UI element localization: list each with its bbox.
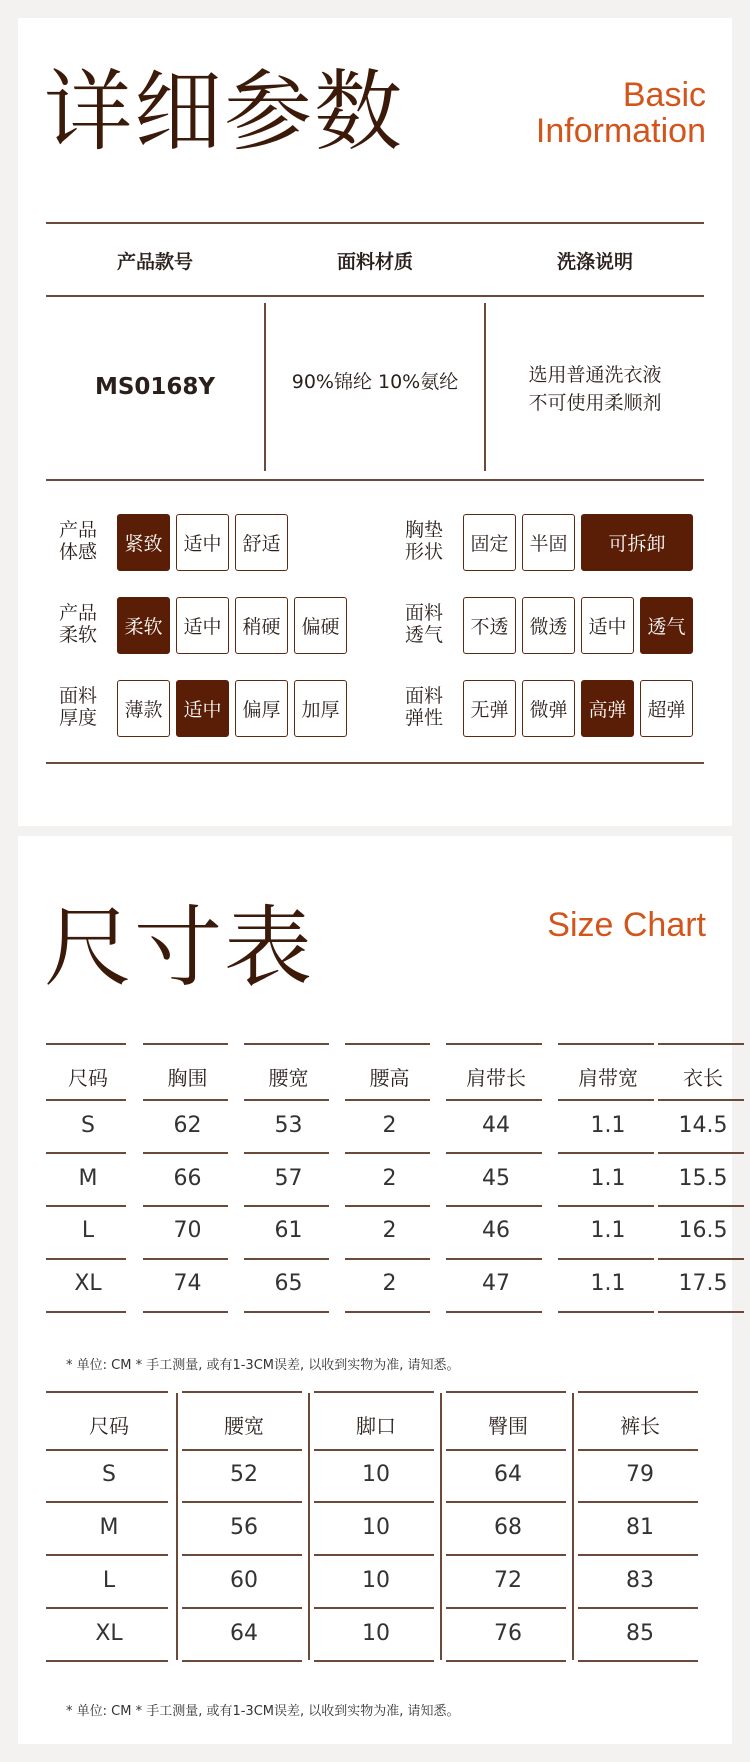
table-row-line [345, 1205, 430, 1207]
table-row-line [46, 1660, 168, 1662]
table-row-line [578, 1554, 698, 1556]
table-row-line [558, 1258, 654, 1260]
option-chip: 固定 [463, 514, 516, 571]
option-chip: 适中 [176, 680, 229, 737]
table-cell: 2 [382, 1113, 397, 1138]
table-row-line [446, 1205, 542, 1207]
table-cell: L [81, 1218, 95, 1243]
option-chip: 适中 [176, 597, 229, 654]
attribute-label-line1: 胸垫 [404, 519, 443, 541]
table-top-line [314, 1391, 434, 1393]
table-cell: 10 [362, 1515, 390, 1540]
table-row-line [46, 1311, 126, 1313]
table-cell: 47 [482, 1271, 510, 1296]
table-cell: 2 [382, 1271, 397, 1296]
column-header: 腰高 [369, 1066, 410, 1090]
table-row-line [658, 1205, 744, 1207]
table-cell: 66 [173, 1166, 202, 1191]
table-row-line [46, 1607, 168, 1609]
option-chip: 微弹 [522, 680, 575, 737]
table-row-line [345, 1152, 430, 1154]
table-cell: 68 [494, 1515, 522, 1540]
table-row-line [446, 1501, 566, 1503]
table-row-line [658, 1311, 744, 1313]
table-cell: 2 [382, 1218, 397, 1243]
top-table-note: * 单位: CM * 手工测量, 或有1-3CM误差, 以收到实物为准, 请知悉。 [66, 1358, 460, 1373]
table-row-line [244, 1099, 329, 1101]
column-header: 胸围 [167, 1066, 208, 1090]
table-cell: 79 [626, 1462, 654, 1487]
table-cell: 64 [494, 1462, 522, 1487]
table-row-line [46, 1554, 168, 1556]
table-row-line [558, 1205, 654, 1207]
table-cell: 85 [626, 1621, 654, 1646]
table-cell: 74 [173, 1271, 202, 1296]
header-material: 面料材质 [336, 251, 413, 273]
attribute-label-line1: 产品 [58, 519, 97, 541]
table-row-line [46, 1449, 168, 1451]
table-row-line [558, 1099, 654, 1101]
attributes-bottom-line [46, 762, 704, 764]
table-row-line [46, 1152, 126, 1154]
info-table-divider [484, 303, 486, 471]
table-row-line [244, 1258, 329, 1260]
column-header: 臀围 [488, 1414, 528, 1438]
table-cell: 57 [274, 1166, 303, 1191]
table-row-line [314, 1501, 434, 1503]
table-row-line [46, 1099, 126, 1101]
table-row-line [658, 1099, 744, 1101]
column-header: 尺码 [68, 1066, 108, 1090]
table-cell: M [99, 1515, 119, 1540]
option-chip: 超弹 [640, 680, 693, 737]
attribute-label-line1: 面料 [58, 685, 97, 707]
column-header: 尺码 [89, 1414, 129, 1438]
table-row-line [658, 1258, 744, 1260]
table-cell: 1.1 [590, 1218, 626, 1243]
table-cell: 10 [362, 1568, 390, 1593]
table-cell: 83 [626, 1568, 654, 1593]
table-cell: 72 [494, 1568, 522, 1593]
table-cell: 46 [482, 1218, 510, 1243]
table-top-line [143, 1043, 228, 1045]
table-cell: 10 [362, 1462, 390, 1487]
attribute-label [396, 685, 452, 729]
table-cell: 45 [482, 1166, 510, 1191]
table-cell: M [78, 1166, 98, 1191]
model-number: MS0168Y [94, 374, 216, 400]
table-row-line [46, 1258, 126, 1260]
table-cell: 53 [274, 1113, 303, 1138]
attribute-label [396, 519, 452, 563]
table-row-line [143, 1205, 228, 1207]
table-row-line [345, 1099, 430, 1101]
title-en-line2: Information [535, 111, 706, 150]
option-chip: 适中 [176, 514, 229, 571]
table-cell: L [102, 1568, 116, 1593]
table-row-line [578, 1660, 698, 1662]
table-row-line [46, 1205, 126, 1207]
table-row-line [244, 1205, 329, 1207]
attribute-label-line2: 厚度 [58, 707, 97, 729]
page-title: 详细参数 [44, 60, 405, 163]
bottom-table-note: * 单位: CM * 手工测量, 或有1-3CM误差, 以收到实物为准, 请知悉。 [66, 1704, 460, 1719]
table-cell: 64 [230, 1621, 258, 1646]
table-row-line [345, 1258, 430, 1260]
option-chip: 半固 [522, 514, 575, 571]
table-divider [308, 1393, 310, 1660]
attribute-label-line2: 形状 [404, 541, 443, 563]
option-chip: 舒适 [235, 514, 288, 571]
table-row-line [658, 1152, 744, 1154]
table-cell: 81 [626, 1515, 654, 1540]
option-chip: 紧致 [117, 514, 170, 571]
header-wash: 洗涤说明 [556, 251, 633, 273]
table-cell: 44 [482, 1113, 510, 1138]
table-row-line [314, 1449, 434, 1451]
option-chip: 加厚 [294, 680, 347, 737]
table-row-line [446, 1099, 542, 1101]
table-cell: 10 [362, 1621, 390, 1646]
table-row-line [446, 1449, 566, 1451]
table-cell: 76 [494, 1621, 522, 1646]
table-row-line [244, 1152, 329, 1154]
table-cell: 1.1 [590, 1271, 626, 1296]
info-table-bottom-line [46, 479, 704, 481]
table-cell: 15.5 [678, 1166, 728, 1191]
wash-line-1: 选用普通洗衣液 [528, 364, 662, 386]
table-cell: 52 [230, 1462, 258, 1487]
table-top-line [578, 1391, 698, 1393]
table-row-line [446, 1607, 566, 1609]
table-top-line [182, 1391, 302, 1393]
table-row-line [578, 1501, 698, 1503]
table-cell: XL [74, 1271, 102, 1296]
option-chip: 透气 [640, 597, 693, 654]
option-chip: 可拆卸 [581, 514, 693, 571]
table-cell: 56 [230, 1515, 258, 1540]
table-top-line [558, 1043, 654, 1045]
column-header: 肩带宽 [578, 1066, 638, 1090]
column-header: 腰宽 [224, 1414, 264, 1438]
option-chip: 稍硬 [235, 597, 288, 654]
table-top-line [446, 1043, 542, 1045]
table-cell: 60 [230, 1568, 258, 1593]
title-en-line1: Basic [622, 76, 706, 114]
table-cell: 1.1 [590, 1166, 626, 1191]
table-row-line [578, 1607, 698, 1609]
size-chart-title-en: Size Chart [547, 906, 706, 944]
attribute-label-line2: 透气 [404, 624, 443, 646]
table-cell: 70 [173, 1218, 202, 1243]
table-row-line [446, 1258, 542, 1260]
column-header: 肩带长 [466, 1066, 526, 1090]
table-row-line [314, 1660, 434, 1662]
attribute-label-line2: 柔软 [58, 624, 97, 646]
attribute-label [50, 519, 106, 563]
option-chip: 偏硬 [294, 597, 347, 654]
info-table-header-line [46, 295, 704, 297]
table-top-line [46, 1391, 168, 1393]
table-row-line [345, 1311, 430, 1313]
attribute-label-line1: 产品 [58, 602, 97, 624]
column-header: 裤长 [620, 1414, 660, 1438]
attribute-label-line1: 面料 [404, 685, 443, 707]
table-cell: 17.5 [678, 1271, 728, 1296]
table-row-line [143, 1258, 228, 1260]
table-cell: XL [95, 1621, 123, 1646]
table-divider [572, 1393, 574, 1660]
option-chip: 不透 [463, 597, 516, 654]
table-cell: 61 [274, 1218, 303, 1243]
table-row-line [446, 1311, 542, 1313]
table-row-line [46, 1501, 168, 1503]
table-row-line [143, 1152, 228, 1154]
attribute-label [50, 602, 106, 646]
option-chip: 适中 [581, 597, 634, 654]
attribute-label [50, 685, 106, 729]
option-chip: 薄款 [117, 680, 170, 737]
attribute-label-line1: 面料 [404, 602, 443, 624]
attribute-label-line2: 弹性 [404, 707, 443, 729]
table-top-line [46, 1043, 126, 1045]
table-cell: 62 [173, 1113, 202, 1138]
table-row-line [314, 1554, 434, 1556]
table-row-line [182, 1607, 302, 1609]
title-en [536, 78, 706, 149]
option-chip: 柔软 [117, 597, 170, 654]
table-row-line [182, 1501, 302, 1503]
table-cell: S [81, 1113, 95, 1138]
table-row-line [143, 1311, 228, 1313]
attribute-label [396, 602, 452, 646]
attribute-label-line2: 体感 [58, 541, 97, 563]
wash-line-2: 不可使用柔顺剂 [528, 392, 662, 414]
column-header: 脚口 [356, 1414, 396, 1438]
table-top-line [345, 1043, 430, 1045]
option-chip: 高弹 [581, 680, 634, 737]
table-row-line [446, 1152, 542, 1154]
info-table-top-line [46, 222, 704, 224]
size-chart-title: 尺寸表 [44, 896, 315, 999]
table-cell: 14.5 [678, 1113, 728, 1138]
table-row-line [244, 1311, 329, 1313]
table-cell: 1.1 [590, 1113, 626, 1138]
column-header: 衣长 [683, 1066, 723, 1090]
table-cell: 16.5 [678, 1218, 728, 1243]
option-chip: 偏厚 [235, 680, 288, 737]
table-row-line [578, 1449, 698, 1451]
table-cell: 2 [382, 1166, 397, 1191]
table-cell: S [102, 1462, 116, 1487]
table-top-line [446, 1391, 566, 1393]
option-chip: 微透 [522, 597, 575, 654]
material-value: 90%锦纶 10%氨纶 [291, 371, 459, 393]
table-row-line [558, 1152, 654, 1154]
table-row-line [446, 1554, 566, 1556]
table-top-line [244, 1043, 329, 1045]
option-chip: 无弹 [463, 680, 516, 737]
table-row-line [182, 1660, 302, 1662]
table-row-line [182, 1554, 302, 1556]
header-model: 产品款号 [116, 251, 193, 273]
table-row-line [446, 1660, 566, 1662]
column-header: 腰宽 [268, 1066, 309, 1090]
table-cell: 65 [274, 1271, 303, 1296]
table-divider [176, 1393, 178, 1660]
table-row-line [314, 1607, 434, 1609]
table-row-line [558, 1311, 654, 1313]
table-divider [440, 1393, 442, 1660]
table-top-line [658, 1043, 744, 1045]
table-row-line [182, 1449, 302, 1451]
table-row-line [143, 1099, 228, 1101]
